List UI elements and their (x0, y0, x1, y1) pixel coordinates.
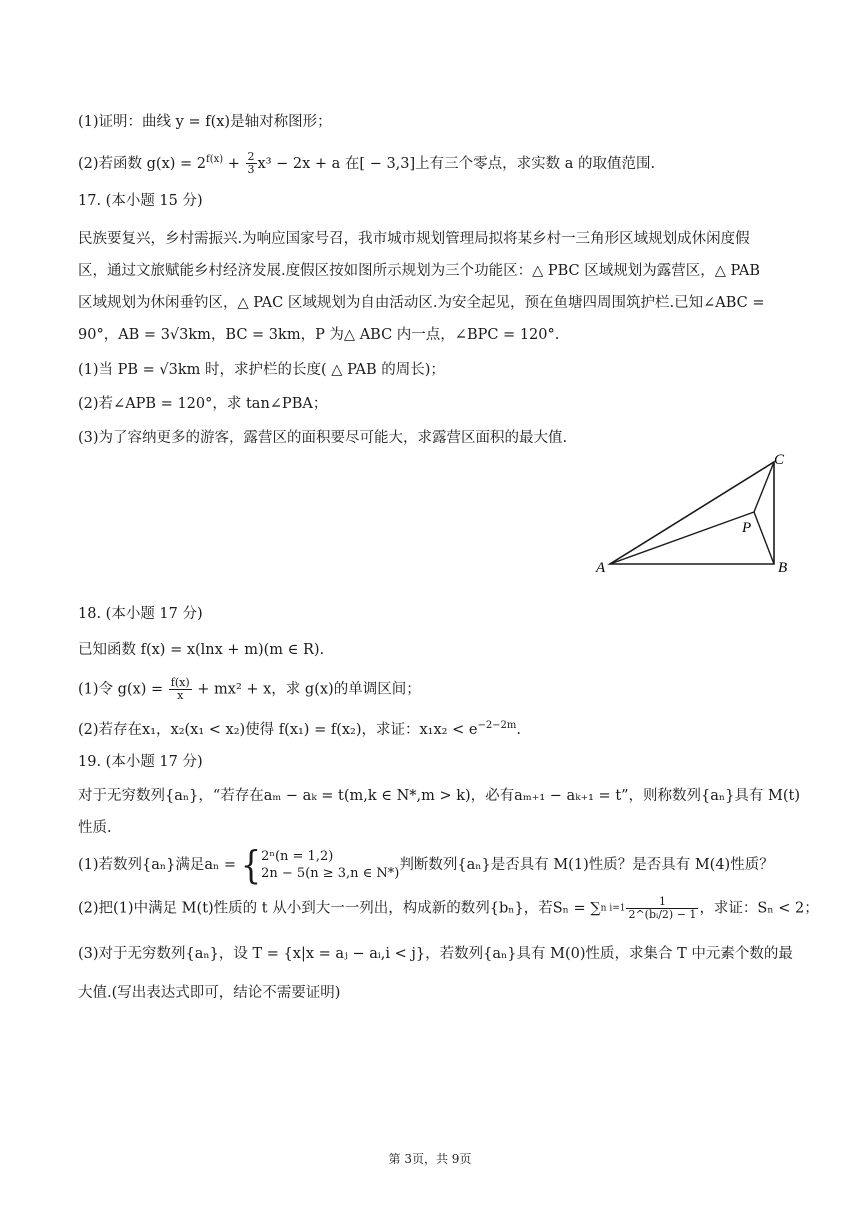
q19-part1-text-b: 判断数列{aₙ}是否具有 M(1)性质？是否具有 M(4)性质？ (399, 857, 774, 873)
q16-fraction (246, 151, 257, 176)
segment-bp (754, 512, 774, 564)
q18-part1 (78, 677, 421, 702)
page-footer: 第 3页，共 9页 (388, 1152, 472, 1166)
q18-intro: 已知函数 f(x) = x(lnx + m)(m ∈ R). (78, 642, 325, 658)
q17-part2: (2)若∠APB = 120°，求 tan∠PBA； (78, 396, 328, 412)
label-p: P (742, 520, 752, 536)
segment-cp (754, 462, 774, 512)
q18-header: 18. (本小题 17 分) (78, 606, 203, 622)
q19-piecewise-cases (261, 848, 399, 882)
q18-part2 (78, 716, 521, 740)
q18-fraction-num: f(x) (170, 676, 190, 689)
q17-header: 17. (本小题 15 分) (78, 193, 203, 209)
q19-part3-line-2: 大值.(写出表达式即可，结论不需要证明) (78, 985, 341, 1001)
q16-part2 (78, 150, 655, 176)
q19-fraction (626, 896, 698, 921)
label-a: A (596, 560, 606, 576)
q19-part2 (78, 896, 819, 921)
q17-part1: (1)当 PB = √3km 时，求护栏的长度( △ PAB 的周长)； (78, 362, 445, 378)
q19-part2-text-b: ，求证：Sₙ < 2； (699, 900, 819, 917)
q19-case-1: 2ⁿ(n = 1,2) (261, 849, 334, 864)
q16-part1: (1)证明：曲线 y = f(x)是轴对称图形； (78, 114, 332, 130)
q19-fraction-den: 2^(bᵢ/2) − 1 (628, 908, 697, 921)
q19-piecewise-brace: { (240, 842, 262, 888)
q17-intro-line-2: 区，通过文旅赋能乡村经济发展.度假区按如图所示规划为三个功能区：△ PBC 区域规划为露营区，△ PAB (78, 263, 761, 279)
label-b: B (778, 560, 788, 576)
q19-part2-text-a: (2)把(1)中满足 M(t)性质的 t 从小到大一一列出，构成新的数列{bₙ}，若Sₙ = ∑ (78, 900, 601, 917)
q19-part1-text-a: (1)若数列{aₙ}满足aₙ = (78, 857, 241, 873)
q19-part1 (78, 842, 774, 888)
q18-part1-text-a: (1)令 g(x) = (78, 681, 168, 698)
q16-fraction-den: 3 (247, 163, 255, 177)
q16-part2-text-a: (2)若函数 g(x) = 2 (78, 155, 207, 172)
q17-intro-line-4: 90°，AB = 3√3km，BC = 3km，P 为△ ABC 内一点，∠BPC = 120°. (78, 327, 560, 343)
q17-part3: (3)为了容纳更多的游客，露营区的面积要尽可能大，求露营区面积的最大值. (78, 430, 568, 446)
q18-part2-exponent: −2−2m (477, 720, 517, 731)
q18-fraction-den: x (177, 689, 184, 702)
q16-part2-text-b: + (223, 155, 245, 172)
q19-header: 19. (本小题 17 分) (78, 754, 203, 770)
q19-sum-limits: n i=1 (600, 903, 626, 914)
q18-part2-text-b: . (516, 721, 522, 738)
q16-fraction-num: 2 (247, 150, 255, 164)
q19-part3-line-1: (3)对于无穷数列{aₙ}，设 T = {x|x = aⱼ − aᵢ,i < j}，若数列{aₙ}具有 M(0)性质，求集合 T 中元素个数的最 (78, 946, 793, 962)
q19-intro-line-2: 性质. (78, 820, 112, 836)
q16-part2-exponent: f(x) (206, 154, 224, 165)
q16-part2-text-c: x³ − 2x + a 在[ − 3,3]上有三个零点，求实数 a 的取值范围. (257, 155, 656, 172)
q17-intro-line-3: 区域规划为休闲垂钓区，△ PAC 区域规划为自由活动区.为安全起见，预在鱼塘四周围筑护栏.已知∠ABC = (78, 295, 765, 311)
q19-intro-line-1: 对于无穷数列{aₙ}，“若存在aₘ − aₖ = t(m,k ∈ N*,m > k)，必有aₘ₊₁ − aₖ₊₁ = t”，则称数列{aₙ}具有 M(t) (78, 788, 801, 804)
q19-fraction-num: 1 (626, 896, 698, 909)
label-c: C (774, 452, 785, 468)
q18-part2-text-a: (2)若存在x₁，x₂(x₁ < x₂)使得 f(x₁) = f(x₂)，求证：x₁x₂ < e (78, 721, 478, 738)
triangle-figure (592, 448, 796, 576)
q18-part1-text-b: + mx² + x，求 g(x)的单调区间； (192, 681, 421, 698)
q18-fraction (169, 677, 192, 702)
q19-case-2: 2n − 5(n ≥ 3,n ∈ N*) (261, 866, 400, 881)
q17-intro-line-1: 民族要复兴，乡村需振兴.为响应国家号召，我市城市规划管理局拟将某乡村一三角形区域规划成休闲度假 (78, 231, 750, 247)
